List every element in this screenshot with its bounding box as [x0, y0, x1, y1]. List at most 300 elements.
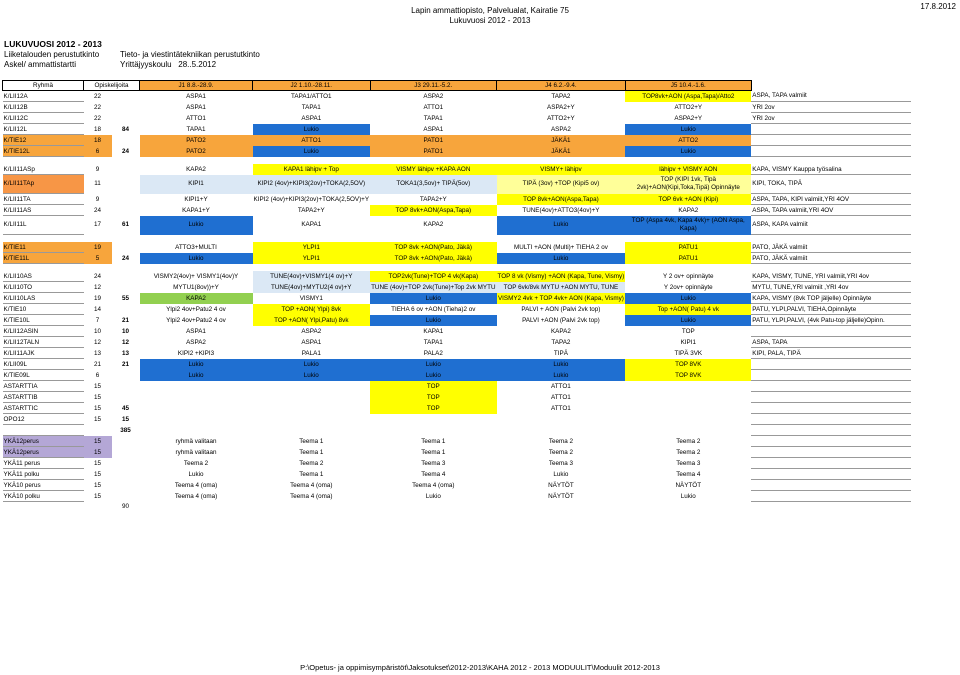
student-count-cell: 15: [93, 393, 101, 401]
period-3-cell: Lukio: [370, 315, 496, 326]
period-5-cell: TOP 8VK: [625, 370, 751, 381]
table-row: [3, 282, 912, 293]
period-3-cell: Lukio: [370, 359, 496, 370]
student-count-cell: 15: [93, 404, 101, 412]
student-count-cell: 12: [93, 338, 101, 346]
period-1-cell: ATTO3+MULTI: [175, 243, 217, 251]
spacer-row: [3, 235, 912, 243]
subtotal-cell: [112, 102, 140, 113]
subtotal-cell: 24: [121, 254, 129, 262]
spacer-cell: [3, 157, 912, 165]
period-4-cell: Lukio: [497, 253, 626, 264]
period-1-cell: Lukio: [140, 216, 253, 235]
period-2-cell: Teema 1: [299, 437, 324, 445]
empty-cell: [253, 502, 371, 513]
period-5-cell: [625, 414, 751, 425]
student-count-cell: 15: [84, 436, 112, 447]
subtotal-cell: 61: [121, 221, 129, 228]
group-cell: K/TIE09L: [3, 370, 84, 381]
notes-cell: MYTU, TUNE,YRI valmiit ,YRI 4ov: [751, 282, 911, 293]
period-1-cell: Lukio: [188, 470, 204, 478]
group-cell: K/LII12TALN: [3, 337, 84, 348]
subtotal-cell: [112, 91, 140, 102]
student-count-cell: 15: [93, 481, 101, 489]
notes-cell: ASPA, TAPA, KIPI valmiit,YRI 4OV: [751, 194, 911, 205]
period-5-cell: TOP 8VK: [625, 359, 751, 370]
period-2-cell: ASPA2: [301, 327, 322, 335]
notes-cell: [751, 370, 911, 381]
table-row: [3, 113, 912, 124]
period-3-cell: TOP: [370, 392, 496, 403]
notes-cell: YRI 2ov: [751, 113, 911, 124]
period-3-cell: Lukio: [425, 492, 441, 500]
student-count-cell: 10: [93, 327, 101, 335]
bottom-total: 90: [121, 503, 129, 511]
notes-cell: [751, 480, 911, 491]
period-3-cell: TIEHA 6 ov +AON (Tieha)2 ov: [391, 305, 476, 313]
col-header-j4: J4 6.2.-9.4.: [497, 81, 626, 91]
period-4-cell: ATTO2+Y: [547, 114, 575, 122]
notes-cell: ASPA, TAPA valmiit: [751, 91, 911, 102]
period-5-cell: Y 2 ov+ opinnäyte: [663, 272, 714, 280]
table-row: [3, 348, 912, 359]
table-row: [3, 146, 912, 157]
table-row: [3, 337, 912, 348]
table-row: [3, 216, 912, 235]
group-cell: ASTARTTIC: [3, 403, 84, 414]
period-5-cell: [625, 425, 751, 436]
student-count-cell: 14: [93, 305, 101, 313]
period-3-cell: TOP2vk(Tune)+TOP 4 vk(Kapa): [370, 271, 496, 282]
student-count-cell: 15: [93, 415, 101, 423]
period-5-cell: ASPA2+Y: [674, 114, 703, 122]
period-4-cell: ATTO1: [551, 382, 571, 390]
notes-cell: [751, 469, 911, 480]
group-cell: K/LII12A: [3, 91, 84, 102]
subtotal-cell: 84: [121, 125, 129, 133]
file-path-footer: P:\Opetus- ja oppimisympäristöt\Jaksotukset\2012-2013\KAHA 2012 - 2013 MODUULIT\Moduulit 2012-2013: [300, 663, 660, 672]
period-2-cell: TOP +AON( Ylpi) 8vk: [253, 304, 371, 315]
period-1-cell: KIPI1+Y: [184, 195, 208, 203]
period-1-cell: ryhmä valitaan: [175, 448, 217, 456]
table-row: [3, 124, 912, 135]
period-2-cell: TAPA1: [301, 103, 321, 111]
notes-cell: [751, 425, 911, 436]
period-2-cell: TUNE(4ov)+MYTU2(4 ov)+Y: [253, 282, 371, 293]
period-3-cell: TAPA1: [423, 114, 443, 122]
period-4-cell: NÄYTÖT: [548, 481, 574, 489]
period-1-cell: ATTO1: [186, 114, 206, 122]
total-row: [3, 502, 912, 513]
period-5-cell: Teema 3: [676, 459, 701, 467]
empty-cell: [84, 502, 112, 513]
group-cell: K/LII11AS: [3, 205, 84, 216]
period-3-cell: Teema 4: [421, 470, 446, 478]
group-cell: K/LII11TA: [3, 194, 84, 205]
period-1-cell: [140, 392, 253, 403]
subtotal-cell: [112, 164, 140, 175]
table-row: [3, 194, 912, 205]
period-5-cell: Y 2ov+ opinnäyte: [663, 283, 713, 291]
period-1-cell: Lukio: [140, 370, 253, 381]
period-2-cell: KIPI2 (4ov)+KIPI3(2ov)+TOKA(2,5OV)+Y: [253, 195, 370, 203]
group-cell: K/TIE12: [3, 135, 84, 146]
program-date: 28..5.2012: [178, 60, 217, 69]
notes-cell: [751, 447, 911, 458]
empty-cell: [370, 502, 496, 513]
period-2-cell: TAPA2+Y: [297, 206, 325, 214]
period-3-cell: ASPA1: [423, 125, 444, 133]
student-count-cell: 6: [95, 371, 100, 379]
period-4-cell: Lukio: [497, 216, 626, 235]
period-3-cell: PALA2: [423, 349, 443, 357]
notes-cell: YRI 2ov: [751, 102, 911, 113]
period-4-cell: MULTI +AON (Multi)+ TIEHA 2 ov: [513, 243, 608, 251]
period-1-cell: VISMY2(4ov)+ VISMY1(4ov)Y: [153, 272, 239, 280]
period-3-cell: TAPA1: [423, 338, 443, 346]
notes-cell: [751, 146, 911, 157]
table-row: [3, 392, 912, 403]
student-count-cell: 24: [93, 272, 101, 280]
notes-cell: [751, 381, 911, 392]
period-2-cell: ATTO1: [253, 135, 371, 146]
group-cell: K/LII09L: [3, 359, 84, 370]
table-row: [3, 469, 912, 480]
col-header-j2: J2 1.10.-28.11.: [253, 81, 371, 91]
col-header-j1: J1 8.8.-28.9.: [140, 81, 253, 91]
group-cell: K/TIE11L: [3, 253, 84, 264]
period-1-cell: ryhmä valitaan: [175, 437, 217, 445]
student-count-cell: 15: [84, 447, 112, 458]
degree-value: Tieto- ja viestintätekniikan perustutkinto: [120, 49, 260, 59]
empty-cell: [497, 502, 626, 513]
period-3-cell: Lukio: [370, 293, 496, 304]
period-2-cell: YLPI1: [253, 253, 371, 264]
table-row: [3, 403, 912, 414]
period-2-cell: Teema 1: [299, 448, 324, 456]
subtotal-cell: [112, 392, 140, 403]
group-cell: K/TIE10L: [3, 315, 84, 326]
period-3-cell: Lukio: [370, 370, 496, 381]
notes-cell: [751, 135, 911, 146]
group-cell: K/LII12L: [3, 124, 84, 135]
group-cell: K/LII11TAp: [3, 175, 84, 194]
period-5-cell: TOP8vk+AON (Aspa,Tapa)/Atto2: [625, 91, 751, 102]
table-row: [3, 458, 912, 469]
subtotal-cell: 24: [121, 147, 129, 155]
period-5-cell: Lukio: [625, 124, 751, 135]
notes-cell: KAPA, VISMY Kauppa työsalina: [751, 164, 911, 175]
period-3-cell: TOP 8vk +AON(Pato, Jäkä): [370, 242, 496, 253]
period-2-cell: TUNE(4ov)+VISMY1(4 ov)+Y: [253, 271, 371, 282]
period-5-cell: ATTO2: [625, 135, 751, 146]
group-cell: K/LII10AS: [3, 271, 84, 282]
period-1-cell: KAPA2: [186, 165, 206, 173]
subtotal-cell: 21: [121, 316, 129, 324]
period-4-cell: Lukio: [497, 359, 626, 370]
header-row: [3, 81, 912, 91]
period-5-cell: [625, 403, 751, 414]
student-count-cell: 9: [95, 165, 100, 173]
period-4-cell: TAPA2: [551, 92, 571, 100]
notes-cell: [751, 458, 911, 469]
notes-cell: ASPA, TAPA: [751, 337, 911, 348]
period-3-cell: ATTO1: [423, 103, 444, 111]
period-2-cell: KAPA1: [301, 221, 322, 228]
period-3-cell: [370, 425, 496, 436]
period-1-cell: [140, 403, 253, 414]
group-cell: YKÄ10 perus: [3, 480, 84, 491]
notes-cell: [751, 403, 911, 414]
subtotal-cell: [112, 113, 140, 124]
period-4-cell: PALVI +AON (Palvi 2vk top): [522, 316, 600, 324]
group-cell: K/LII12C: [3, 113, 84, 124]
group-cell: K/LII11ASp: [3, 164, 84, 175]
student-count-cell: 15: [93, 492, 101, 500]
subtotal-cell: [112, 458, 140, 469]
group-cell: [3, 425, 84, 436]
student-count-cell: 22: [93, 103, 101, 111]
period-2-cell: PALA1: [301, 349, 321, 357]
table-row: [3, 359, 912, 370]
empty-cell: [751, 502, 911, 513]
group-cell: K/LII11AJK: [3, 348, 84, 359]
empty-cell: [140, 502, 253, 513]
period-2-cell: ASPA1: [301, 114, 322, 122]
period-2-cell: Teema 4 (oma): [290, 492, 333, 500]
period-1-cell: ASPA1: [186, 103, 206, 111]
period-3-cell: TOP 8vk +AON(Pato, Jäkä): [370, 253, 496, 264]
subtotal-cell: [112, 194, 140, 205]
subtotal-cell: [112, 271, 140, 282]
notes-cell: ASPA, KAPA valmiit: [751, 216, 911, 235]
period-5-cell: Lukio: [625, 293, 751, 304]
period-2-cell: KAPA1 lähipv + Top: [253, 164, 371, 175]
period-1-cell: Teema 4 (oma): [174, 481, 218, 489]
period-5-cell: NÄYTÖT: [675, 481, 702, 489]
subtotal-cell: 15: [121, 415, 129, 423]
group-cell: YKÄ12perus: [3, 436, 84, 447]
period-4-cell: Teema 2: [548, 437, 573, 445]
table-row: [3, 414, 912, 425]
period-4-cell: ATTO1: [551, 404, 571, 412]
period-2-cell: TAPA1/ATTO1: [291, 92, 332, 100]
print-date: 17.8.2012: [920, 2, 956, 11]
subtotal-cell: 21: [121, 360, 129, 368]
degree-label: Liiketalouden perustutkinto: [4, 49, 100, 59]
spacer-row: [3, 157, 912, 165]
period-3-cell: PATO1: [370, 135, 496, 146]
table-row: [3, 253, 912, 264]
period-5-cell: KAPA2: [678, 206, 699, 214]
table-row: [3, 135, 912, 146]
subtotal-cell: 13: [121, 349, 129, 357]
period-5-cell: Teema 2: [676, 437, 701, 445]
table-row: [3, 304, 912, 315]
group-cell: K/LII12B: [3, 102, 84, 113]
period-1-cell: Ylpi2 4ov+Patu2 4 ov: [166, 316, 226, 324]
notes-cell: PATO, JÄKÄ valmiit: [751, 253, 911, 264]
table-row: [3, 293, 912, 304]
student-count-cell: 17: [93, 221, 101, 228]
group-cell: ASTARTTIA: [3, 381, 84, 392]
group-cell: YKÄ11 polku: [3, 469, 84, 480]
period-5-cell: TOP (Aspa 4vk, Kapa 4vk)+ (AON Aspa, Kapa): [625, 216, 751, 235]
period-2-cell: [253, 414, 371, 425]
subtotal-cell: [112, 436, 140, 447]
period-4-cell: TUNE(4ov)+ATTO3(4ov)+Y: [522, 206, 600, 214]
period-5-cell: [625, 381, 751, 392]
student-count-cell: [84, 425, 112, 436]
period-4-cell: KAPA2: [550, 327, 571, 335]
period-2-cell: Teema 2: [299, 459, 324, 467]
table-row: [3, 242, 912, 253]
group-cell: K/LII12ASIN: [3, 326, 84, 337]
period-5-cell: ATTO2+Y: [674, 103, 703, 111]
period-1-cell: MYTU1(8ov))+Y: [173, 283, 219, 291]
period-5-cell: TOP: [681, 327, 695, 335]
period-4-cell: ASPA2+Y: [547, 103, 575, 111]
period-4-cell: NÄYTÖT: [548, 492, 574, 500]
period-5-cell: Teema 4: [676, 470, 701, 478]
student-count-cell: 19: [84, 242, 112, 253]
period-4-cell: TOP 6vk/8vk MYTU +AON MYTU, TUNE: [497, 282, 626, 293]
document-header: [340, 6, 640, 26]
period-3-cell: ASPA2: [423, 92, 444, 100]
period-2-cell: Teema 1: [299, 470, 324, 478]
period-4-cell: [497, 414, 626, 425]
table-row: [3, 91, 912, 102]
student-count-cell: 18: [93, 125, 101, 133]
student-count-cell: 15: [93, 470, 101, 478]
table-row: [3, 425, 912, 436]
student-count-cell: 19: [93, 294, 101, 302]
notes-cell: [751, 359, 911, 370]
period-4-cell: ASPA2: [550, 125, 571, 133]
table-row: [3, 315, 912, 326]
period-1-cell: PATO2: [140, 135, 253, 146]
period-4-cell: TOP 8 vk (Vismy) +AON (Kapa, Tune, Vismy): [497, 272, 625, 280]
period-1-cell: Teema 2: [183, 459, 209, 467]
group-cell: K/TIE10: [3, 304, 84, 315]
period-2-cell: [253, 403, 371, 414]
subtotal-cell: 10: [121, 327, 129, 335]
schedule-table: [2, 80, 911, 512]
col-header-j3: J3 29.11.-5.2.: [370, 81, 496, 91]
period-4-cell: Teema 2: [548, 448, 573, 456]
subtotal-cell: [112, 304, 140, 315]
subtotal-cell: [112, 447, 140, 458]
period-4-cell: TIPÄ: [553, 349, 568, 357]
period-3-cell: [370, 414, 496, 425]
student-count-cell: 12: [93, 283, 101, 291]
period-3-cell: PATO1: [370, 146, 496, 157]
table-row: [3, 271, 912, 282]
period-2-cell: TOP +AON( Ylpi,Patu) 8vk: [253, 315, 371, 326]
period-3-cell: VISMY lähipv +KAPA AON: [370, 164, 496, 175]
notes-cell: KIPI, TOKA, TIPÄ: [751, 175, 911, 194]
spacer-cell: [3, 235, 912, 243]
student-count-cell: 5: [84, 253, 112, 264]
period-5-cell: TIPÄ 3VK: [674, 349, 703, 357]
group-cell: OPO12: [3, 414, 84, 425]
period-4-cell: TAPA2: [551, 338, 571, 346]
subtotal-cell: [112, 135, 140, 146]
notes-cell: KAPA, VISMY, TUNE, YRI valmiit,YRI 4ov: [751, 271, 911, 282]
period-4-cell: Teema 3: [548, 459, 573, 467]
period-2-cell: ASPA1: [301, 338, 322, 346]
period-4-cell: Lukio: [497, 370, 626, 381]
period-3-cell: Teema 1: [421, 448, 446, 456]
period-5-cell: Top +AON( Patu) 4 vk: [625, 304, 751, 315]
period-3-cell: TOP 8vk+AON(Aspa,Tapa): [370, 205, 496, 216]
subtotal-cell: [112, 242, 140, 253]
group-cell: YKÄ10 polku: [3, 491, 84, 502]
period-2-cell: [253, 392, 371, 403]
spacer-row: [3, 264, 912, 272]
period-5-cell: Lukio: [625, 315, 751, 326]
subtotal-cell: [112, 282, 140, 293]
student-count-cell: 22: [93, 114, 101, 122]
period-1-cell: ASPA1: [186, 327, 206, 335]
table-row: [3, 436, 912, 447]
period-1-cell: ASPA2: [186, 338, 206, 346]
student-count-cell: 18: [84, 135, 112, 146]
period-3-cell: KAPA2: [423, 221, 444, 228]
table-row: [3, 102, 912, 113]
table-row: [3, 381, 912, 392]
period-3-cell: KAPA1: [423, 327, 444, 335]
title-block: [4, 39, 260, 71]
period-4-cell: JÄKÄ1: [497, 135, 626, 146]
period-5-cell: PATU1: [625, 242, 751, 253]
group-cell: ASTARTTIB: [3, 392, 84, 403]
period-1-cell: [140, 414, 253, 425]
subtotal-cell: [112, 370, 140, 381]
table-row: [3, 447, 912, 458]
period-3-cell: TUNE (4ov)+TOP 2vk(Tune)+Top 2vk MYTU: [371, 283, 496, 291]
period-2-cell: [253, 425, 371, 436]
period-1-cell: KAPA1+Y: [182, 206, 210, 214]
student-count-cell: 15: [93, 382, 101, 390]
period-1-cell: PATO2: [140, 146, 253, 157]
subtotal-cell: [112, 491, 140, 502]
notes-cell: KAPA, VISMY (8vk TOP jäljelle) Opinnäyte: [751, 293, 911, 304]
program-label: Askel/ ammattistartti: [4, 60, 77, 69]
period-3-cell: TOP: [370, 381, 496, 392]
period-3-cell: Teema 3: [421, 459, 446, 467]
subtotal-cell: 45: [121, 404, 129, 412]
period-4-cell: ATTO1: [551, 393, 571, 401]
notes-cell: ASPA, TAPA valmiit,YRI 4OV: [751, 205, 911, 216]
period-2-cell: [253, 381, 371, 392]
notes-cell: [751, 326, 911, 337]
school-year: Lukuvuosi 2012 - 2013: [449, 16, 531, 25]
col-header-j5: J5 10.4.-1.6.: [625, 81, 751, 91]
subtotal-cell: 55: [121, 294, 129, 302]
period-1-cell: KAPA2: [140, 293, 253, 304]
period-1-cell: Lukio: [140, 359, 253, 370]
subtotal-cell: [112, 480, 140, 491]
subtotal-cell: 385: [120, 426, 131, 434]
period-4-cell: VISMY2 4vk + TOP 4vk+ AON (Kapa, Vismy): [497, 294, 624, 302]
subtotal-cell: [112, 469, 140, 480]
period-4-cell: [497, 425, 626, 436]
period-2-cell: KIPI2 (4ov)+KIPI3(2ov)+TOKA(2,5OV): [253, 175, 371, 194]
period-2-cell: Teema 4 (oma): [290, 481, 333, 489]
notes-cell: PATU, YLPI,PALVI, TIEHA,Opinnäyte: [751, 304, 911, 315]
period-2-cell: Lukio: [253, 146, 371, 157]
